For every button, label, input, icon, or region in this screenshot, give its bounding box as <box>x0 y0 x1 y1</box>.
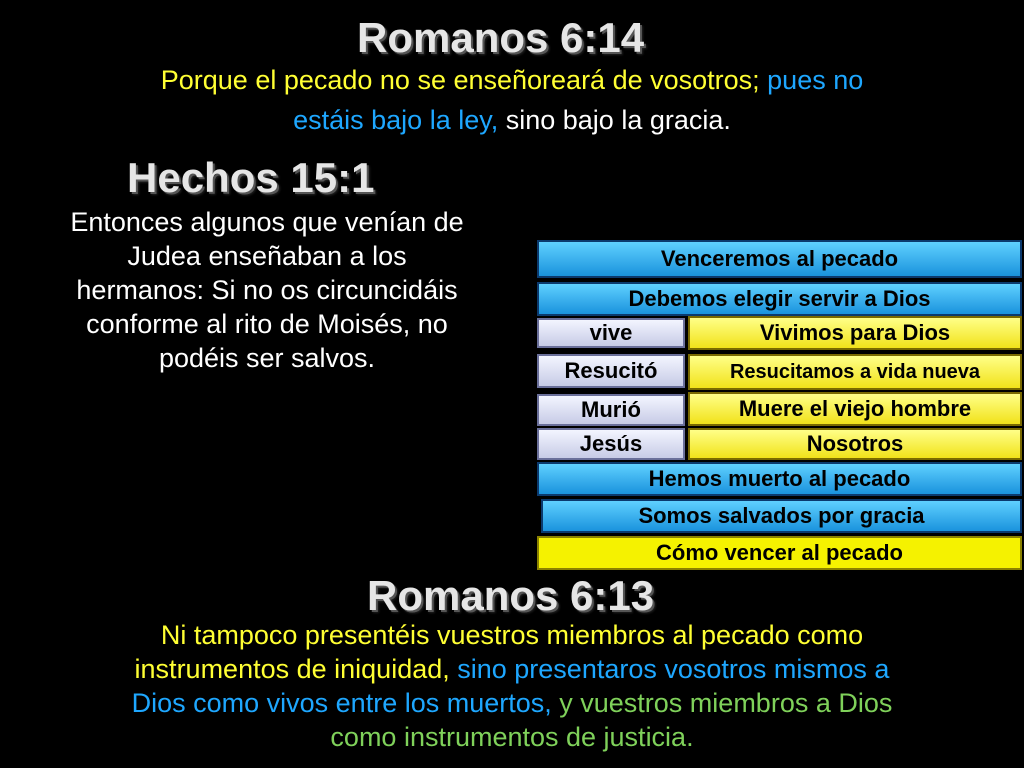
bar-elegir: Debemos elegir servir a Dios <box>537 282 1022 316</box>
bar-como-vencer: Cómo vencer al pecado <box>537 536 1022 570</box>
romanos-6-14-verse <box>0 63 1024 137</box>
verse-segment: Dios como vivos entre los muertos, <box>131 688 552 718</box>
romanos-6-14-line-1 <box>0 63 1024 97</box>
romanos-6-13-verse <box>0 618 1024 754</box>
bar-muerto: Hemos muerto al pecado <box>537 462 1022 496</box>
verse-segment: sino presentaros vosotros mismos a <box>449 654 890 684</box>
jesus-col-murio: Murió <box>537 394 685 426</box>
verse-line: Judea enseñaban a los <box>127 241 407 271</box>
hechos-15-1-verse <box>8 205 526 375</box>
romanos-6-14-line-2 <box>0 103 1024 137</box>
verse-line: podéis ser salvos. <box>158 343 376 373</box>
jesus-col-vive: vive <box>537 318 685 348</box>
verse-segment: instrumentos de iniquidad, <box>134 654 450 684</box>
romanos-6-14-title: Romanos 6:14 <box>357 14 645 61</box>
jesus-col-jesus: Jesús <box>537 428 685 460</box>
romanos-6-13-line-4: como instrumentos de justicia. <box>330 722 694 752</box>
romanos-6-13-title: Romanos 6:13 <box>367 572 655 619</box>
romanos-6-13-line-2 <box>0 652 1024 686</box>
verse-line: conforme al rito de Moisés, no <box>86 309 448 339</box>
verse-segment: sino bajo la gracia. <box>498 105 731 135</box>
verse-segment: pues no <box>759 65 864 95</box>
bar-salvados: Somos salvados por gracia <box>541 499 1022 533</box>
bar-venceremos: Venceremos al pecado <box>537 240 1022 278</box>
hechos-15-1-title: Hechos 15:1 <box>127 154 375 201</box>
nosotros-col-muere: Muere el viejo hombre <box>688 392 1022 426</box>
nosotros-col-resucitamos: Resucitamos a vida nueva <box>688 354 1022 390</box>
romanos-6-13-line-3 <box>0 686 1024 720</box>
nosotros-col-vivimos: Vivimos para Dios <box>688 316 1022 350</box>
verse-segment: y vuestros miembros a Dios <box>551 688 893 718</box>
verse-segment: Porque el pecado no se enseñoreará de vosotros; <box>160 65 760 95</box>
jesus-col-resucito: Resucitó <box>537 354 685 388</box>
romanos-6-13-line-1: Ni tampoco presentéis vuestros miembros al pecado como <box>160 620 864 650</box>
verse-line: Entonces algunos que venían de <box>70 207 464 237</box>
verse-line: hermanos: Si no os circuncidáis <box>76 275 458 305</box>
verse-segment: estáis bajo la ley, <box>293 105 499 135</box>
nosotros-col-nosotros: Nosotros <box>688 428 1022 460</box>
